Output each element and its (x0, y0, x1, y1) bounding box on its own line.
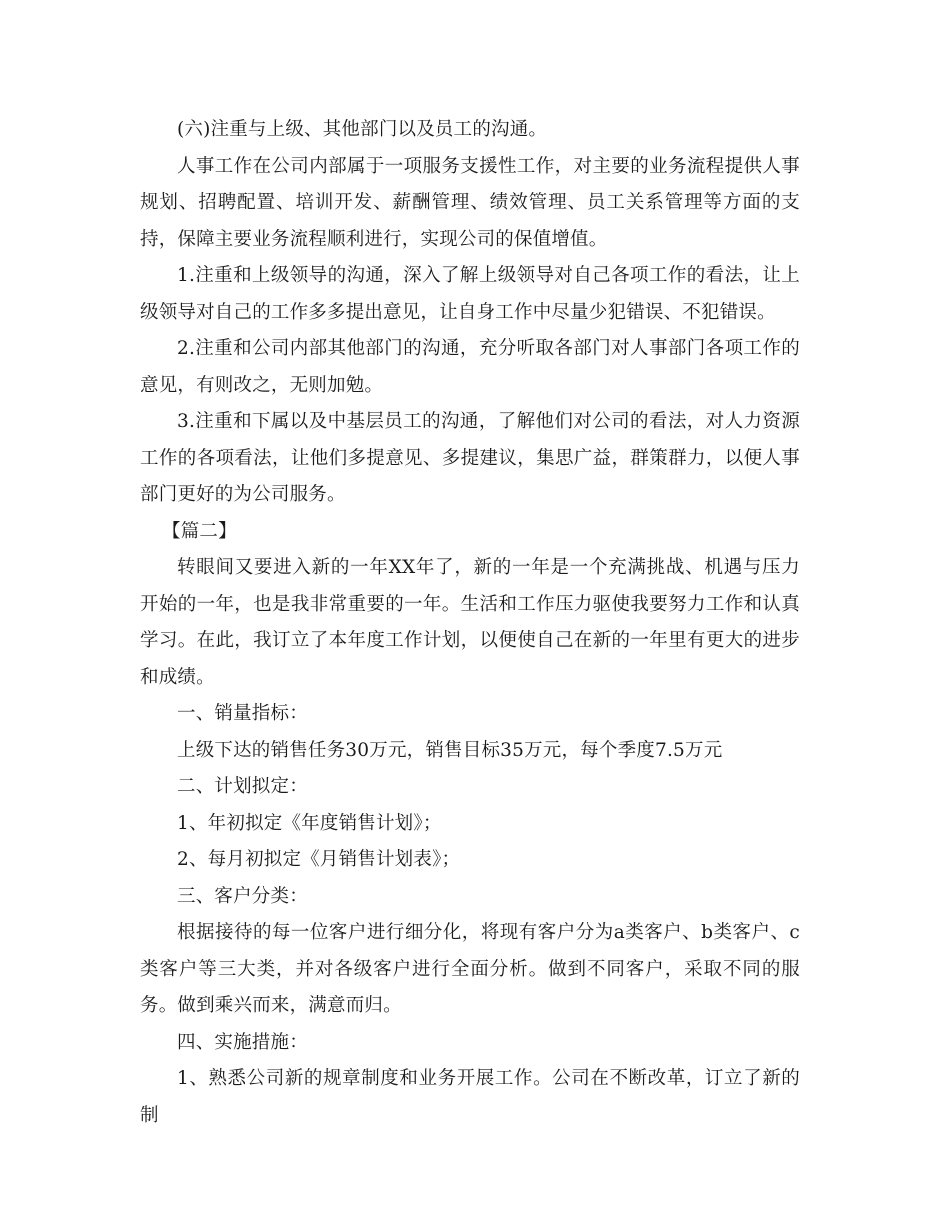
paragraph-measure-1: 1、熟悉公司新的规章制度和业务开展工作。公司在不断改革，订立了新的制 (140, 1068, 800, 1126)
paragraph-item-3: 3.注重和下属以及中基层员工的沟通，了解他们对公司的看法，对人力资源工作的各项看法，让他们多提意见、多提建议，集思广益，群策群力，以便人事部门更好的为公司服务。 (140, 411, 800, 505)
section-heading-sales-target: 一、销量指标： (177, 703, 308, 724)
paragraph-item-1: 1.注重和上级领导的沟通，深入了解上级领导对自己各项工作的看法，让上级领导对自己的工作多多提出意见，让自身工作中尽量少犯错误、不犯错误。 (140, 265, 800, 323)
paragraph-hr-intro: 人事工作在公司内部属于一项服务支援性工作，对主要的业务流程提供人事规划、招聘配置、培训开发、薪酬管理、绩效管理、员工关系管理等方面的支持，保障主要业务流程顺利进行，实现公司的保值增值。 (140, 155, 800, 250)
paragraph-sales-target: 上级下达的销售任务30万元，销售目标35万元，每个季度7.5万元 (177, 739, 723, 761)
paragraph-plan-annual: 1、年初拟定《年度销售计划》； (177, 812, 442, 834)
paragraph-plan-monthly: 2、每月初拟定《月销售计划表》； (177, 849, 461, 870)
paragraph-section-six-heading: (六)注重与上级、其他部门以及员工的沟通。 (177, 119, 548, 140)
section-heading-customer-classification: 三、客户分类： (177, 885, 308, 907)
section-heading-measures: 四、实施措施： (177, 1031, 308, 1053)
document-body (140, 112, 800, 1134)
section-heading-plan: 二、计划拟定： (177, 776, 308, 797)
paragraph-new-year-intro: 转眼间又要进入新的一年XX年了，新的一年是一个充满挑战、机遇与压力开始的一年，也是我非常重要的一年。生活和工作压力驱使我要努力工作和认真学习。在此，我订立了本年度工作计划，以便使自己在新的一年里有更大的进步和成绩。 (140, 557, 800, 688)
paragraph-customer-classification: 根据接待的每一位客户进行细分化，将现有客户分为a类客户、b类客户、c类客户等三大类，并对各级客户进行全面分析。做到不同客户，采取不同的服务。做到乘兴而来，满意而归。 (140, 922, 800, 1016)
part-two-heading: 【篇二】 (162, 520, 237, 542)
paragraph-item-2: 2.注重和公司内部其他部门的沟通，充分听取各部门对人事部门各项工作的意见，有则改之，无则加勉。 (140, 338, 800, 396)
